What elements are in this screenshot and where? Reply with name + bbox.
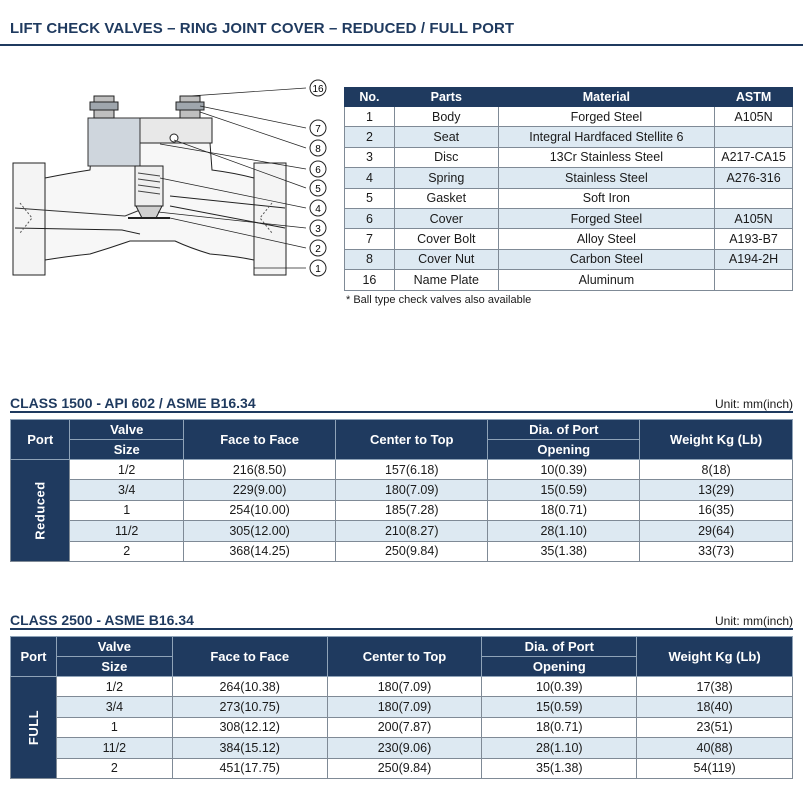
right-flange	[254, 163, 286, 275]
part-name: Name Plate	[394, 270, 498, 290]
header-dia-of-port: Dia. of Port	[488, 420, 640, 440]
center-to-top: 185(7.28)	[336, 500, 488, 520]
header-astm: ASTM	[715, 88, 793, 107]
header-port: Port	[11, 420, 70, 460]
weight: 8(18)	[640, 460, 793, 480]
svg-text:1: 1	[315, 264, 321, 275]
port-type-text: FULL	[25, 709, 41, 746]
face-to-face: 451(17.75)	[172, 758, 327, 778]
class1500-header	[10, 393, 793, 413]
valve-size: 3/4	[56, 697, 172, 717]
callout-2	[310, 240, 326, 256]
cover-nut-right	[176, 102, 204, 110]
table-row	[11, 460, 793, 480]
face-to-face: 305(12.00)	[183, 521, 335, 541]
weight: 18(40)	[637, 697, 793, 717]
part-name: Gasket	[394, 188, 498, 208]
svg-text:16: 16	[312, 84, 324, 95]
cover-cap	[88, 118, 140, 166]
parts-row	[345, 229, 793, 249]
center-to-top: 250(9.84)	[327, 758, 482, 778]
part-no: 1	[345, 107, 395, 127]
table-row	[11, 758, 793, 778]
valve-size: 2	[70, 541, 184, 561]
callout-6	[310, 161, 326, 177]
valve-size: 3/4	[70, 480, 184, 500]
part-astm: A276-316	[715, 168, 793, 188]
part-no: 16	[345, 270, 395, 290]
svg-text:3: 3	[315, 224, 321, 235]
header-dia-of-port: Dia. of Port	[482, 637, 637, 657]
part-material: 13Cr Stainless Steel	[498, 147, 714, 167]
table-row	[11, 541, 793, 561]
part-no: 6	[345, 208, 395, 228]
svg-text:8: 8	[315, 144, 321, 155]
class2500-table	[10, 636, 793, 779]
page-title: LIFT CHECK VALVES – RING JOINT COVER – REDUCED / FULL PORT	[10, 20, 515, 37]
header-opening: Opening	[482, 657, 637, 677]
part-name: Body	[394, 107, 498, 127]
center-to-top: 250(9.84)	[336, 541, 488, 561]
class1500-unit-note: Unit: mm(inch)	[714, 397, 793, 411]
face-to-face: 264(10.38)	[172, 677, 327, 697]
svg-text:6: 6	[315, 165, 321, 176]
part-no: 5	[345, 188, 395, 208]
part-material: Alloy Steel	[498, 229, 714, 249]
part-astm	[715, 127, 793, 147]
parts-row	[345, 147, 793, 167]
part-no: 2	[345, 127, 395, 147]
valve-size: 2	[56, 758, 172, 778]
header-opening: Opening	[488, 440, 640, 460]
center-to-top: 157(6.18)	[336, 460, 488, 480]
weight: 54(119)	[637, 758, 793, 778]
part-material: Carbon Steel	[498, 249, 714, 269]
valve-size: 1	[70, 500, 184, 520]
port-type-text: Reduced	[32, 481, 48, 540]
dia-of-port: 28(1.10)	[482, 738, 637, 758]
class2500-title: CLASS 2500 - ASME B16.34	[10, 612, 194, 628]
center-to-top: 180(7.09)	[327, 697, 482, 717]
port-type-label	[11, 460, 70, 562]
header-port: Port	[11, 637, 57, 677]
table-row	[11, 480, 793, 500]
part-material: Forged Steel	[498, 208, 714, 228]
class2500-header	[10, 610, 793, 630]
face-to-face: 216(8.50)	[183, 460, 335, 480]
part-astm: A105N	[715, 107, 793, 127]
callout-8	[310, 140, 326, 156]
face-to-face: 384(15.12)	[172, 738, 327, 758]
parts-row	[345, 168, 793, 188]
header-center-to-top: Center to Top	[327, 637, 482, 677]
part-material: Integral Hardfaced Stellite 6	[498, 127, 714, 147]
parts-table	[344, 87, 793, 291]
weight: 29(64)	[640, 521, 793, 541]
callout-16	[310, 80, 326, 96]
part-material: Forged Steel	[498, 107, 714, 127]
part-material: Aluminum	[498, 270, 714, 290]
valve-size: 1	[56, 717, 172, 737]
weight: 13(29)	[640, 480, 793, 500]
part-no: 4	[345, 168, 395, 188]
center-to-top: 180(7.09)	[336, 480, 488, 500]
class1500-title: CLASS 1500 - API 602 / ASME B16.34	[10, 395, 256, 411]
part-astm: A194-2H	[715, 249, 793, 269]
dia-of-port: 10(0.39)	[488, 460, 640, 480]
table-row	[11, 500, 793, 520]
parts-header-row	[345, 88, 793, 107]
header-valve: Valve	[70, 420, 184, 440]
part-astm: A193-B7	[715, 229, 793, 249]
port-type-label	[11, 677, 57, 779]
part-astm	[715, 270, 793, 290]
svg-text:5: 5	[315, 184, 321, 195]
parts-row	[345, 188, 793, 208]
weight: 17(38)	[637, 677, 793, 697]
header-valve: Valve	[56, 637, 172, 657]
header-face-to-face: Face to Face	[183, 420, 335, 460]
table-row	[11, 717, 793, 737]
parts-row	[345, 270, 793, 290]
dia-of-port: 18(0.71)	[482, 717, 637, 737]
callout-7	[310, 120, 326, 136]
face-to-face: 229(9.00)	[183, 480, 335, 500]
header-no: No.	[345, 88, 395, 107]
center-to-top: 230(9.06)	[327, 738, 482, 758]
dia-of-port: 15(0.59)	[482, 697, 637, 717]
cover-nut-left	[90, 102, 118, 110]
valve-size: 11/2	[56, 738, 172, 758]
weight: 33(73)	[640, 541, 793, 561]
dia-of-port: 15(0.59)	[488, 480, 640, 500]
weight: 23(51)	[637, 717, 793, 737]
dia-of-port: 18(0.71)	[488, 500, 640, 520]
svg-text:2: 2	[315, 244, 321, 255]
class1500-table	[10, 419, 793, 562]
valve-size: 1/2	[70, 460, 184, 480]
face-to-face: 273(10.75)	[172, 697, 327, 717]
valve-cross-section-drawing	[10, 78, 335, 293]
table-row	[11, 697, 793, 717]
part-no: 3	[345, 147, 395, 167]
part-name: Cover Nut	[394, 249, 498, 269]
table-row	[11, 738, 793, 758]
part-name: Disc	[394, 147, 498, 167]
parts-row	[345, 127, 793, 147]
center-to-top: 200(7.87)	[327, 717, 482, 737]
part-astm: A217-CA15	[715, 147, 793, 167]
weight: 40(88)	[637, 738, 793, 758]
part-no: 8	[345, 249, 395, 269]
header-material: Material	[498, 88, 714, 107]
header-center-to-top: Center to Top	[336, 420, 488, 460]
valve-size: 11/2	[70, 521, 184, 541]
dia-of-port: 35(1.38)	[488, 541, 640, 561]
callout-5	[310, 180, 326, 196]
table-row	[11, 677, 793, 697]
dia-of-port: 28(1.10)	[488, 521, 640, 541]
part-name: Cover	[394, 208, 498, 228]
dia-of-port: 10(0.39)	[482, 677, 637, 697]
face-to-face: 308(12.12)	[172, 717, 327, 737]
part-astm	[715, 188, 793, 208]
part-astm: A105N	[715, 208, 793, 228]
part-material: Stainless Steel	[498, 168, 714, 188]
part-no: 7	[345, 229, 395, 249]
parts-row	[345, 107, 793, 127]
header-weight: Weight Kg (Lb)	[637, 637, 793, 677]
svg-text:7: 7	[315, 124, 321, 135]
part-name: Seat	[394, 127, 498, 147]
header-weight: Weight Kg (Lb)	[640, 420, 793, 460]
part-material: Soft Iron	[498, 188, 714, 208]
weight: 16(35)	[640, 500, 793, 520]
callout-4	[310, 200, 326, 216]
callout-3	[310, 220, 326, 236]
face-to-face: 254(10.00)	[183, 500, 335, 520]
parts-row	[345, 249, 793, 269]
parts-row	[345, 208, 793, 228]
valve-size: 1/2	[56, 677, 172, 697]
part-name: Cover Bolt	[394, 229, 498, 249]
left-flange	[13, 163, 45, 275]
header-parts: Parts	[394, 88, 498, 107]
dia-of-port: 35(1.38)	[482, 758, 637, 778]
footnote: * Ball type check valves also available	[346, 294, 532, 306]
class2500-unit-note: Unit: mm(inch)	[714, 614, 793, 628]
header-face-to-face: Face to Face	[172, 637, 327, 677]
callout-1	[310, 260, 326, 276]
center-to-top: 210(8.27)	[336, 521, 488, 541]
svg-text:4: 4	[315, 204, 321, 215]
center-to-top: 180(7.09)	[327, 677, 482, 697]
table-row	[11, 521, 793, 541]
part-name: Spring	[394, 168, 498, 188]
header-size: Size	[56, 657, 172, 677]
title-divider	[0, 44, 803, 46]
face-to-face: 368(14.25)	[183, 541, 335, 561]
header-size: Size	[70, 440, 184, 460]
